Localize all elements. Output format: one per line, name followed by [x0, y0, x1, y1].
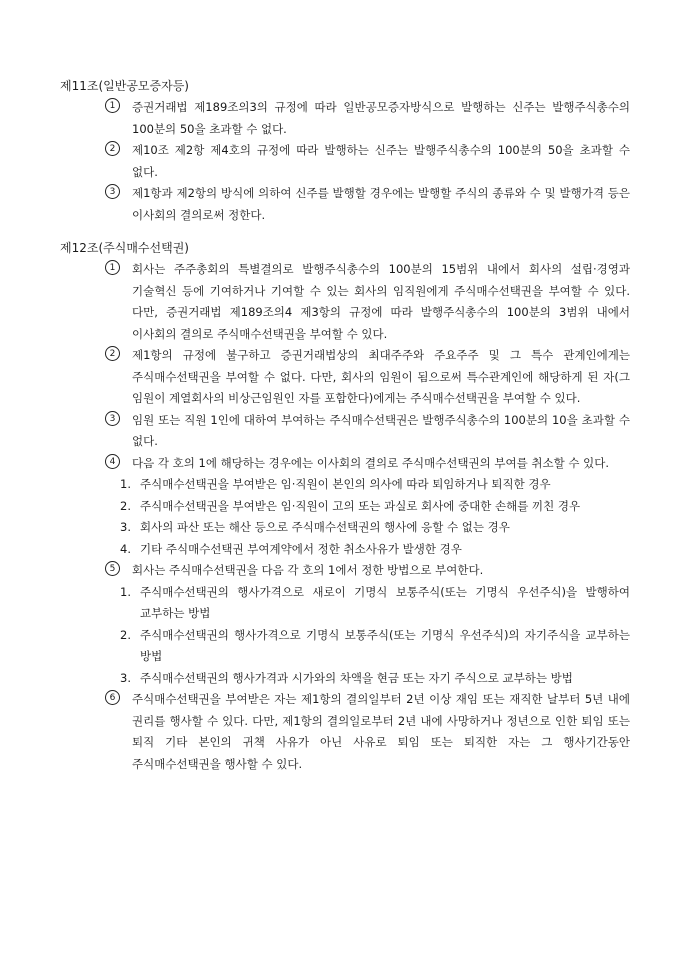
item-text: 주식매수선택권의 행사가격으로 기명식 보통주식(또는 기명식 우선주식)의 자기주식을 교부하는 방법	[140, 627, 630, 663]
item-text: 주식매수선택권의 행사가격과 시가와의 차액을 현금 또는 자기 주식으로 교부하는 방법	[140, 670, 573, 685]
circled-number: 1	[105, 260, 120, 275]
circled-number: 2	[105, 346, 120, 361]
item-text: 주식매수선택권을 부여받은 임·직원이 본인의 의사에 따라 퇴임하거나 퇴직한 경우	[140, 477, 551, 491]
circled-number: 3	[105, 411, 120, 426]
circled-number: 6	[105, 690, 120, 705]
list-item	[60, 474, 630, 496]
paragraph-text: 임원 또는 직원 1인에 대하여 부여하는 주식매수선택권은 발행주식총수의 100분의 10을 초과할 수 없다.	[132, 412, 630, 448]
list-item	[60, 539, 630, 561]
item-text: 주식매수선택권을 부여받은 임·직원이 고의 또는 과실로 회사에 중대한 손해를 끼친 경우	[140, 498, 581, 513]
item-number: 1.	[120, 584, 131, 599]
circled-number: 5	[105, 561, 120, 576]
article-title: 제12조(주식매수선택권)	[60, 241, 189, 255]
paragraph-6	[60, 689, 630, 775]
paragraph-4	[60, 453, 630, 475]
paragraph-text: 회사는 주식매수선택권을 다음 각 호의 1에서 정한 방법으로 부여한다.	[132, 563, 484, 577]
item-number: 4.	[120, 541, 131, 556]
circled-number: 2	[105, 141, 120, 156]
circled-number: 1	[105, 98, 120, 113]
list-item	[60, 582, 630, 625]
item-number: 2.	[120, 498, 131, 513]
paragraph-text: 증권거래법 제189조의3의 규정에 따라 일반공모증자방식으로 발행하는 신주는 발행주식총수의 100분의 50을 초과할 수 없다.	[132, 100, 630, 136]
paragraph-3	[60, 183, 630, 226]
circled-number: 3	[105, 184, 120, 199]
list-item	[60, 625, 630, 668]
item-number: 3.	[120, 670, 131, 685]
paragraph-5	[60, 560, 630, 582]
paragraph-text: 회사는 주주총회의 특별결의로 발행주식총수의 100분의 15범위 내에서 회사의 설립·경영과 기술혁신 등에 기여하거나 기여할 수 있는 회사의 임직원에게 주식매수선택권을 부여할 수 있다. 다만, 증권거래법 제189조의4 제3항의 규정에 따라 발행주식총수의 100분의 3범위 내에서 이사회의 결의로 주식매수선택권을 부여할 수 있다.	[132, 262, 630, 341]
item-text: 기타 주식매수선택권 부여계약에서 정한 취소사유가 발생한 경우	[140, 541, 462, 556]
paragraph-text: 제1항의 규정에 불구하고 증권거래법상의 최대주주와 주요주주 및 그 특수 관계인에게는 주식매수선택권을 부여할 수 없다. 다만, 회사의 임원이 됨으로써 특수관계인에 해당하게 된 자(그 임원이 계열회사의 비상근임원인 자를 포함한다)에게는 주식매수선택권을 부여할 수 있다.	[132, 348, 630, 405]
item-text: 회사의 파산 또는 해산 등으로 주식매수선택권의 행사에 응할 수 없는 경우	[140, 520, 510, 534]
paragraph-2	[60, 345, 630, 410]
article-12	[60, 237, 630, 775]
paragraph-text: 제10조 제2항 제4호의 규정에 따라 발행하는 신주는 발행주식총수의 100분의 50을 초과할 수 없다.	[132, 143, 630, 179]
circled-number: 4	[105, 454, 120, 469]
item-number: 1.	[120, 477, 131, 491]
list-item	[60, 668, 630, 690]
item-number: 2.	[120, 627, 131, 642]
item-text: 주식매수선택권의 행사가격으로 새로이 기명식 보통주식(또는 기명식 우선주식)을 발행하여 교부하는 방법	[140, 584, 630, 620]
item-number: 3.	[120, 520, 131, 534]
paragraph-1	[60, 259, 630, 345]
list-item	[60, 496, 630, 518]
paragraph-text: 주식매수선택권을 부여받은 자는 제1항의 결의일부터 2년 이상 재임 또는 재직한 날부터 5년 내에 권리를 행사할 수 있다. 다만, 제1항의 결의일로부터 2년 내에 사망하거나 정년으로 인한 퇴임 또는 퇴직 기타 본인의 귀책 사유가 아닌 사유로 퇴임 또는 퇴직한 자는 그 행사기간동안 주식매수선택권을 행사할 수 있다.	[132, 692, 630, 771]
article-11	[60, 75, 630, 226]
list-item	[60, 517, 630, 539]
paragraph-text: 다음 각 호의 1에 해당하는 경우에는 이사회의 결의로 주식매수선택권의 부여를 취소할 수 있다.	[132, 455, 609, 470]
paragraph-1	[60, 97, 630, 140]
paragraph-text: 제1항과 제2항의 방식에 의하여 신주를 발행할 경우에는 발행할 주식의 종류와 수 및 발행가격 등은 이사회의 결의로써 정한다.	[132, 186, 630, 222]
paragraph-2	[60, 140, 630, 183]
article-title: 제11조(일반공모증자등)	[60, 79, 189, 93]
paragraph-3	[60, 410, 630, 453]
